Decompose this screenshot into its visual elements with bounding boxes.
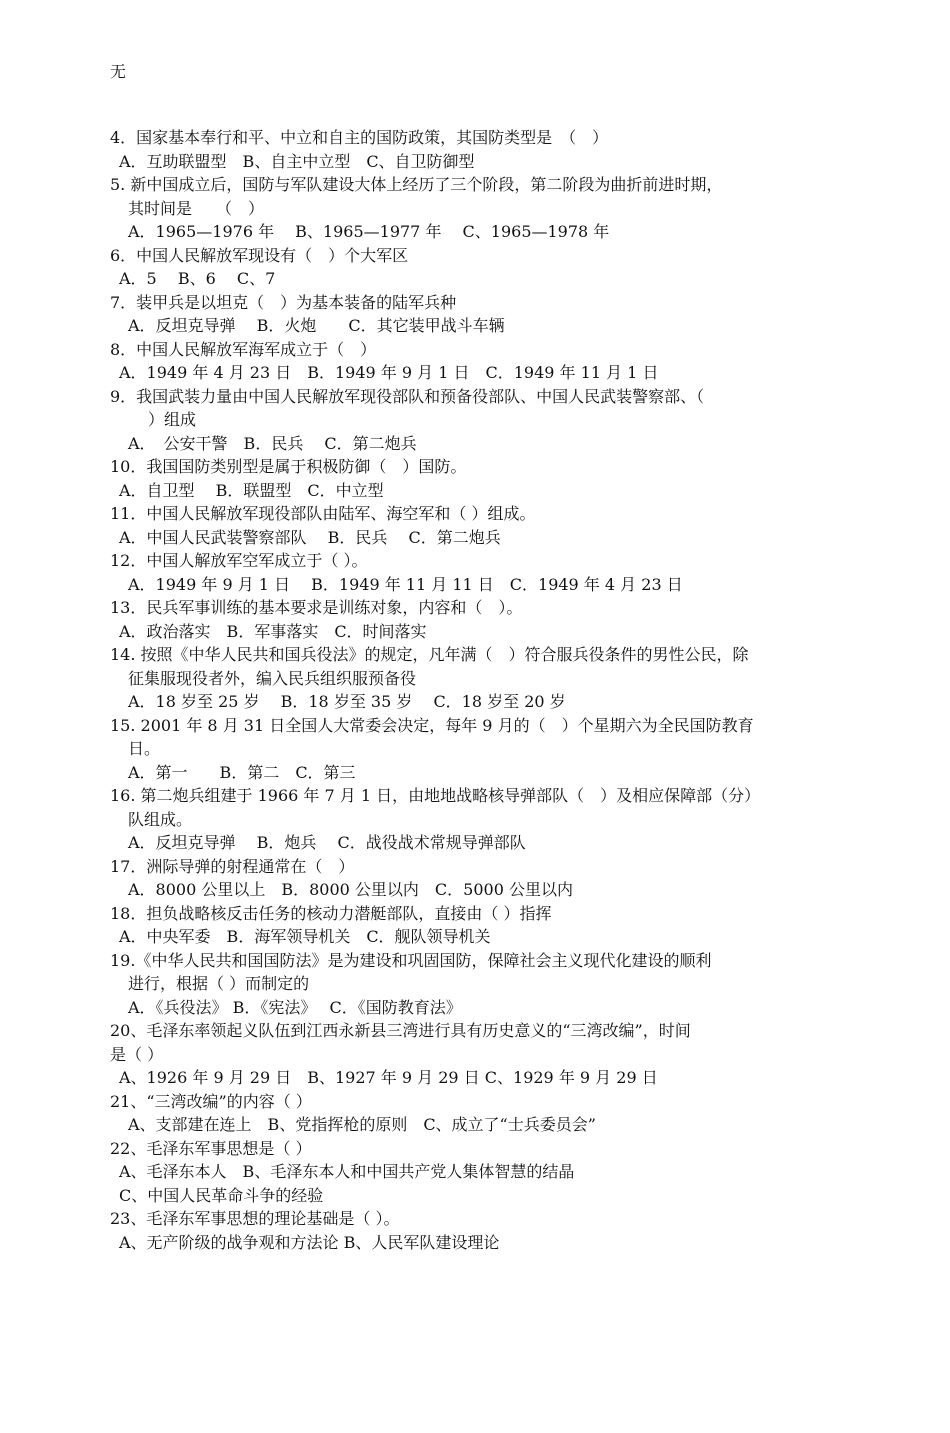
question-text-line: 14. 按照《中华人民共和国兵役法》的规定，凡年满（ ）符合服兵役条件的男性公民，除 [110, 645, 749, 664]
question-text-line: 18．担负战略核反击任务的核动力潜艇部队，直接由（ ）指挥 [110, 903, 552, 923]
answer-options-line: A．1949 年 4 月 23 日 B．1949 年 9 月 1 日 C．1949 年 11 月 1 日 [119, 363, 659, 382]
question-text-line: 20、毛泽东率领起义队伍到江西永新县三湾进行具有历史意义的“三湾改编”，时间 [110, 1021, 691, 1040]
question-text-line: 5. 新中国成立后，国防与军队建设大体上经历了三个阶段，第二阶段为曲折前进时期， [110, 175, 723, 194]
question-text-line: 22、毛泽东军事思想是（ ） [110, 1138, 312, 1158]
question-text-line: 是（ ） [110, 1044, 164, 1064]
answer-options-line: A．18 岁至 25 岁 B．18 岁至 35 岁 C．18 岁至 20 岁 [128, 692, 566, 711]
answer-options-line: A．8000 公里以上 B．8000 公里以内 C．5000 公里以内 [128, 880, 573, 899]
question-text-line: 其时间是 （ ） [128, 198, 265, 218]
answer-options-line: A、支部建在连上 B、党指挥枪的原则 C、成立了“士兵委员会” [128, 1115, 596, 1134]
question-text-line: 9．我国武装力量由中国人民解放军现役部队和预备役部队、中国人民武装警察部、（ [110, 386, 705, 406]
question-text-line: 11．中国人民解放军现役部队由陆军、海空军和（ ）组成。 [110, 504, 536, 523]
question-text-line: 15. 2001 年 8 月 31 日全国人大常委会决定，每年 9 月的（ ）个星期六为全民国防教育 [110, 715, 754, 735]
question-text-line: 6．中国人民解放军现设有（ ）个大军区 [110, 245, 409, 265]
question-text-line: 12．中国人解放军空军成立于（ ）。 [110, 551, 368, 570]
answer-options-line: A、1926 年 9 月 29 日 B、1927 年 9 月 29 日 C、1929 年 9 月 29 日 [119, 1068, 658, 1087]
question-text-line: 10．我国国防类别型是属于积极防御（ ）国防。 [110, 457, 467, 476]
question-text-line: 17．洲际导弹的射程通常在（ ） [110, 856, 355, 876]
question-text-line: ）组成 [148, 410, 197, 429]
answer-options-line: A．反坦克导弹 B．炮兵 C．战役战术常规导弹部队 [128, 833, 526, 852]
question-text-line: 7．装甲兵是以坦克（ ）为基本装备的陆军兵种 [110, 292, 457, 312]
answer-options-line: A．1965—1976 年 B、1965—1977 年 C、1965—1978 年 [128, 222, 610, 241]
question-text-line: 8．中国人民解放军海军成立于（ ） [110, 339, 377, 359]
question-text-line: 21、“三湾改编”的内容（ ） [110, 1091, 312, 1111]
answer-options-line: A．中国人民武装警察部队 B．民兵 C．第二炮兵 [119, 527, 501, 547]
answer-options-line: A．《兵役法》 B．《宪法》 C．《国防教育法》 [128, 997, 462, 1017]
answer-options-line: A．第一 B．第二 C．第三 [128, 762, 356, 782]
question-text-line: 16. 第二炮兵组建于 1966 年 7 月 1 日，由地地战略核导弹部队（ ）及相应保障部（分） [110, 786, 761, 805]
answer-options-line: A、毛泽东本人 B、毛泽东本人和中国共产党人集体智慧的结晶 [119, 1162, 575, 1181]
question-text-line: 13．民兵军事训练的基本要求是训练对象，内容和（ ）。 [110, 598, 523, 617]
question-text-line: 4．国家基本奉行和平、中立和自主的国防政策，其国防类型是 （ ） [110, 128, 609, 147]
answer-options-line: A．政治落实 B．军事落实 C．时间落实 [119, 621, 427, 641]
question-list [110, 126, 790, 1254]
question-text-line: 23、毛泽东军事思想的理论基础是（ ）。 [110, 1209, 400, 1228]
answer-options-line: A．互助联盟型 B、自主中立型 C、自卫防御型 [119, 151, 475, 171]
answer-options-line: A．1949 年 9 月 1 日 B．1949 年 11 月 11 日 C．1949 年 4 月 23 日 [128, 574, 683, 594]
question-text-line: 19.《中华人民共和国国防法》是为建设和巩固国防，保障社会主义现代化建设的顺利 [110, 950, 712, 970]
question-text-line: 征集服现役者外，编入民兵组织服预备役 [128, 668, 417, 688]
answer-options-line: C、中国人民革命斗争的经验 [119, 1185, 324, 1205]
question-text-line: 日。 [128, 739, 161, 758]
answer-options-line: A、无产阶级的战争观和方法论 B、人民军队建设理论 [119, 1232, 500, 1252]
answer-options-line: A． 公安干警 B．民兵 C．第二炮兵 [128, 433, 417, 453]
answer-options-line: A．自卫型 B．联盟型 C．中立型 [119, 480, 384, 500]
answer-options-line: A．中央军委 B．海军领导机关 C．舰队领导机关 [119, 927, 491, 946]
page-header-text: 无 [110, 62, 127, 81]
answer-options-line: A．5 B、6 C、7 [119, 269, 276, 288]
answer-options-line: A．反坦克导弹 B．火炮 C．其它装甲战斗车辆 [128, 316, 505, 335]
question-text-line: 队组成。 [128, 809, 193, 829]
question-text-line: 进行，根据（ ）而制定的 [128, 974, 310, 993]
